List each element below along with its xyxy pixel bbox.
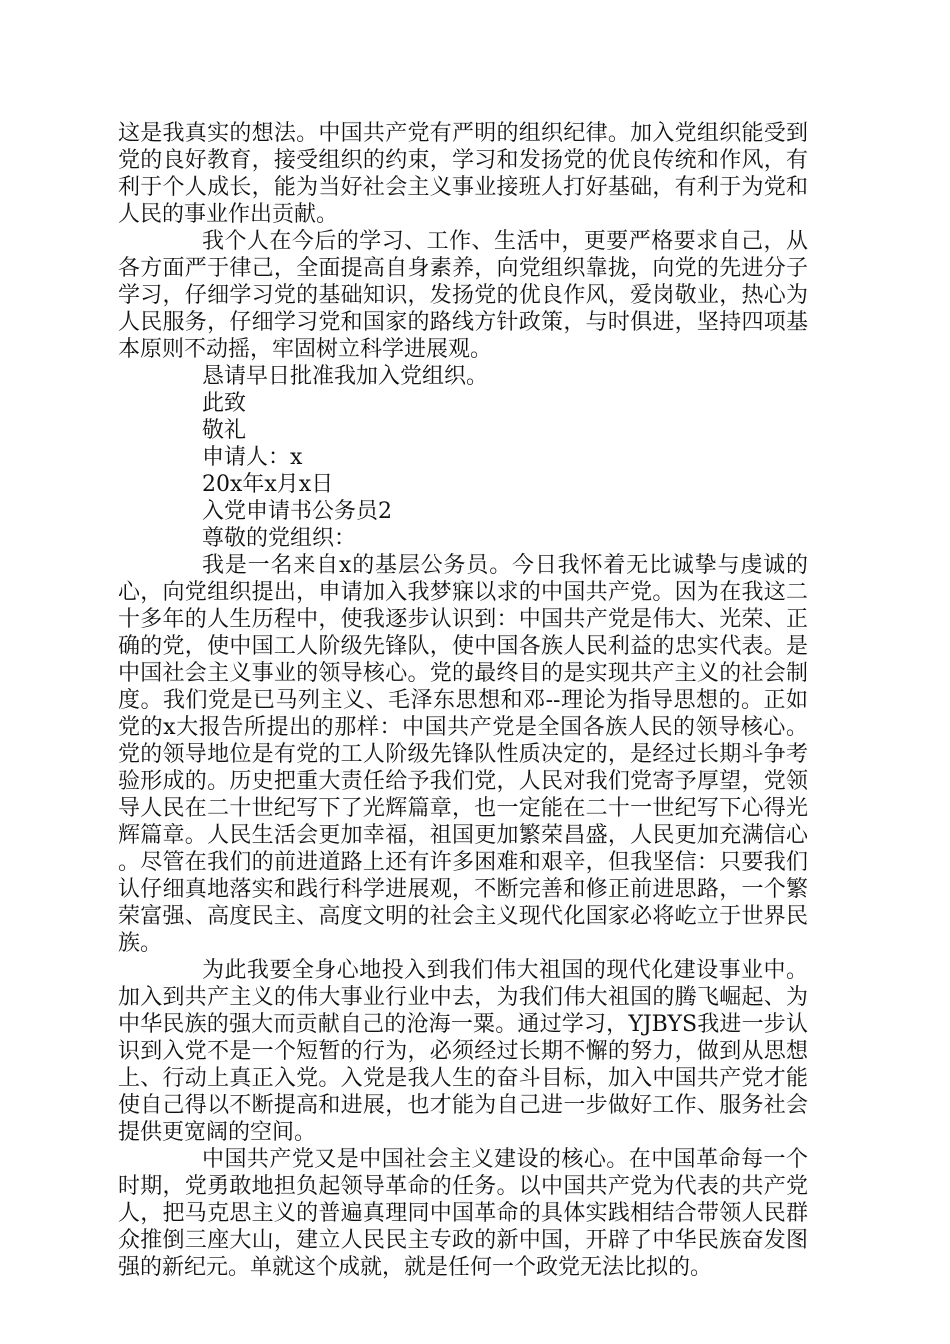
paragraph: 我个人在今后的学习、工作、生活中，更要严格要求自己，从各方面严于律己，全面提高自身素养，向党组织靠拢，向党的先进分子学习，仔细学习党的基础知识，发扬党的优良作风，爱岗敬业，热心为人民服务，仔细学习党和国家的路线方针政策，与时俱进，坚持四项基本原则不动摇，牢固树立科学进展观。 xyxy=(118,229,808,362)
salutation: 尊敬的党组织： xyxy=(202,526,357,551)
request-line: 恳请早日批准我加入党组织。 xyxy=(202,364,489,389)
applicant-line: 申请人：x xyxy=(202,445,303,470)
closing-salutation: 此致 xyxy=(202,391,247,416)
paragraph: 为此我要全身心地投入到我们伟大祖国的现代化建设事业中。加入到共产主义的伟大事业行业中去，为我们伟大祖国的腾飞崛起、为中华民族的强大而贡献自己的沧海一粟。通过学习，YJBYS我进一步认识到入党不是一个短暂的行为，必须经过长期不懈的努力，做到从思想上、行动上真正入党。入党是我人生的奋斗目标，加入中国共产党才能使自己得以不断提高和进展，也才能为自己进一步做好工作、服务社会提供更宽阔的空间。 xyxy=(118,958,808,1145)
document-body xyxy=(118,120,808,1281)
date-line: 20x年x月x日 xyxy=(202,472,334,497)
closing-respect: 敬礼 xyxy=(202,418,247,443)
paragraph: 我是一名来自x的基层公务员。今日我怀着无比诚挚与虔诚的心，向党组织提出，申请加入我梦寐以求的中国共产党。因为在我这二十多年的人生历程中，使我逐步认识到：中国共产党是伟大、光荣、正确的党，使中国工人阶级先锋队，使中国各族人民利益的忠实代表。是中国社会主义事业的领导核心。党的最终目的是实现共产主义的社会制度。我们党是已马列主义、毛泽东思想和邓--理论为指导思想的。正如党的x大报告所提出的那样：中国共产党是全国各族人民的领导核心。党的领导地位是有党的工人阶级先锋队性质决定的，是经过长期斗争考验形成的。历史把重大责任给予我们党，人民对我们党寄予厚望，党领导人民在二十世纪写下了光辉篇章，也一定能在二十一世纪写下心得光辉篇章。人民生活会更加幸福，祖国更加繁荣昌盛，人民更加充满信心。尽管在我们的前进道路上还有许多困难和艰辛，但我坚信：只要我们认仔细真地落实和践行科学进展观，不断完善和修正前进思路，一个繁荣富强、高度民主、高度文明的社会主义现代化国家必将屹立于世界民族。 xyxy=(118,553,808,956)
section-title: 入党申请书公务员2 xyxy=(202,499,392,524)
paragraph: 这是我真实的想法。中国共产党有严明的组织纪律。加入党组织能受到党的良好教育，接受组织的约束，学习和发扬党的优良传统和作风，有利于个人成长，能为当好社会主义事业接班人打好基础，有利于为党和人民的事业作出贡献。 xyxy=(118,121,808,227)
paragraph: 中国共产党又是中国社会主义建设的核心。在中国革命每一个时期，党勇敢地担负起领导革命的任务。以中国共产党为代表的共产党人，把马克思主义的普遍真理同中国革命的具体实践相结合带领人民群众推倒三座大山，建立人民民主专政的新中国，开辟了中华民族奋发图强的新纪元。单就这个成就，就是任何一个政党无法比拟的。 xyxy=(118,1147,808,1280)
